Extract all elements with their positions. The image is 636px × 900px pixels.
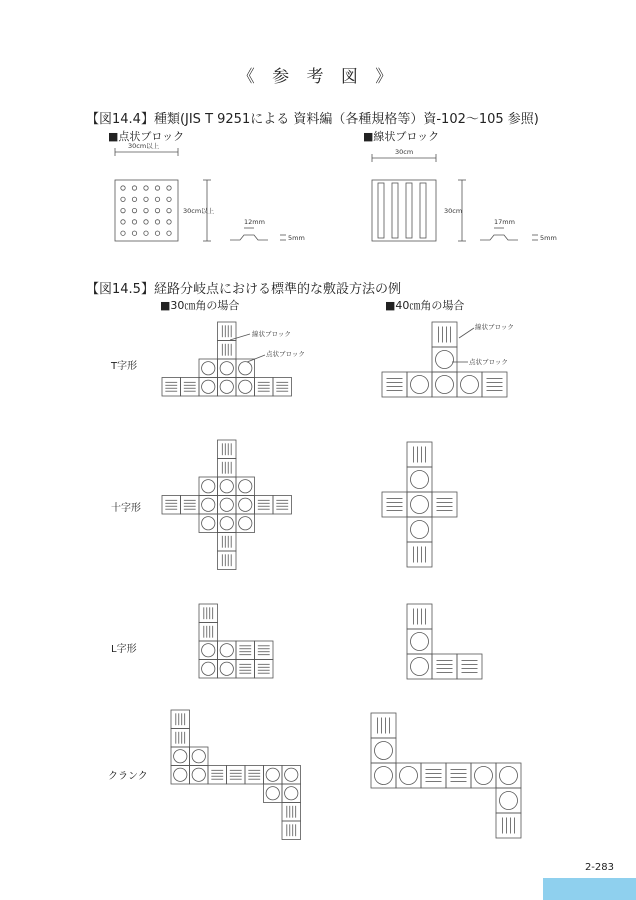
- col-30-label: ■30㎝角の場合: [160, 299, 240, 312]
- dot-bump: [155, 208, 159, 212]
- dot-bump: [167, 220, 171, 224]
- line-tile: [432, 654, 457, 679]
- line-tile: [273, 378, 292, 397]
- footer-bar: [543, 878, 636, 900]
- line-tile: [181, 496, 200, 515]
- col-40-label: ■40㎝角の場合: [385, 299, 465, 312]
- dot-bump: [121, 197, 125, 201]
- dot-bump: [121, 231, 125, 235]
- fig-14-5-heading: 【図14.5】経路分岐点における標準的な敷設方法の例: [86, 282, 401, 297]
- dot-top-dim: 12mm: [244, 218, 265, 226]
- dot-bump: [155, 197, 159, 201]
- line-tile: [227, 766, 246, 785]
- dot-bump: [144, 208, 148, 212]
- line-tile: [371, 713, 396, 738]
- dot-bump: [155, 231, 159, 235]
- line-thickness-dim: 5mm: [540, 234, 557, 242]
- line-tile: [407, 542, 432, 567]
- layout-crank-30: [171, 710, 301, 840]
- dot-bump: [144, 231, 148, 235]
- line-tile: [171, 710, 190, 729]
- layout-crank-40: [371, 713, 521, 838]
- line-tile: [236, 660, 255, 679]
- layout-cross-40: [382, 442, 457, 567]
- dot-bump: [167, 208, 171, 212]
- line-tile: [218, 440, 237, 459]
- dot-thickness-dim: 5mm: [288, 234, 305, 242]
- line-tile: [162, 496, 181, 515]
- line-tile: [218, 533, 237, 552]
- dot-bump: [121, 186, 125, 190]
- callout-line-30: 線状ブロック: [252, 330, 291, 338]
- callout-dot-40: 点状ブロック: [469, 358, 508, 366]
- line-width-dim: 30cm: [395, 148, 414, 156]
- line-tile: [382, 372, 407, 397]
- line-tile: [255, 378, 274, 397]
- dot-bump: [167, 231, 171, 235]
- line-tile: [482, 372, 507, 397]
- row-label-t: T字形: [111, 361, 138, 372]
- line-height-dim: 30cm: [444, 207, 463, 215]
- line-tile: [496, 813, 521, 838]
- line-tile: [181, 378, 200, 397]
- dot-bump: [155, 220, 159, 224]
- dot-width-dim: 30cm以上: [128, 142, 160, 150]
- line-tile: [446, 763, 471, 788]
- line-tile: [407, 604, 432, 629]
- fig-14-4-heading: 【図14.4】種類(JIS T 9251による 資料編（各種規格等）資-102～105 参照): [86, 112, 539, 127]
- dot-bump: [132, 208, 136, 212]
- dot-block-figure: [115, 148, 286, 241]
- line-tile: [255, 660, 274, 679]
- line-tile: [245, 766, 264, 785]
- line-tile: [457, 654, 482, 679]
- dot-bump: [155, 186, 159, 190]
- row-label-crank: クランク: [108, 771, 148, 782]
- line-tile: [273, 496, 292, 515]
- layout-l-30: [199, 604, 273, 678]
- line-tile: [199, 604, 218, 623]
- dot-height-dim: 30cm以上: [183, 207, 215, 215]
- dot-bump: [132, 186, 136, 190]
- dot-bump: [121, 220, 125, 224]
- line-tile: [255, 641, 274, 660]
- line-tile: [208, 766, 227, 785]
- dot-bump: [167, 186, 171, 190]
- layout-l-40: [407, 604, 482, 679]
- callout-line-40: 線状ブロック: [475, 323, 514, 331]
- row-label-l: L字形: [111, 644, 137, 655]
- line-tile: [432, 322, 457, 347]
- line-tile: [255, 496, 274, 515]
- line-tile: [421, 763, 446, 788]
- page-title: 《 参 考 図 》: [237, 67, 399, 87]
- line-tile: [171, 729, 190, 748]
- line-tile: [282, 803, 301, 822]
- dot-bump: [144, 220, 148, 224]
- line-tile: [162, 378, 181, 397]
- dot-bump: [132, 231, 136, 235]
- dot-bump: [167, 197, 171, 201]
- line-top-dim: 17mm: [494, 218, 515, 226]
- dot-bump: [132, 197, 136, 201]
- dot-bump: [132, 220, 136, 224]
- line-tile: [218, 341, 237, 360]
- dot-bump: [144, 197, 148, 201]
- callout-dot-30: 点状ブロック: [266, 350, 305, 358]
- line-block-label: ■線状ブロック: [363, 130, 440, 143]
- line-tile: [432, 492, 457, 517]
- line-tile: [199, 623, 218, 642]
- dot-bump: [144, 186, 148, 190]
- dot-block-label: ■点状ブロック: [108, 130, 185, 143]
- layout-cross-30: [162, 440, 292, 570]
- page-number: 2-283: [584, 862, 614, 873]
- line-tile: [218, 322, 237, 341]
- line-tile: [236, 641, 255, 660]
- line-block-figure: [372, 154, 538, 241]
- line-tile: [282, 821, 301, 840]
- line-tile: [407, 442, 432, 467]
- line-tile: [218, 551, 237, 570]
- row-label-cross: 十字形: [111, 503, 141, 514]
- line-tile: [218, 459, 237, 478]
- dot-bump: [121, 208, 125, 212]
- line-tile: [382, 492, 407, 517]
